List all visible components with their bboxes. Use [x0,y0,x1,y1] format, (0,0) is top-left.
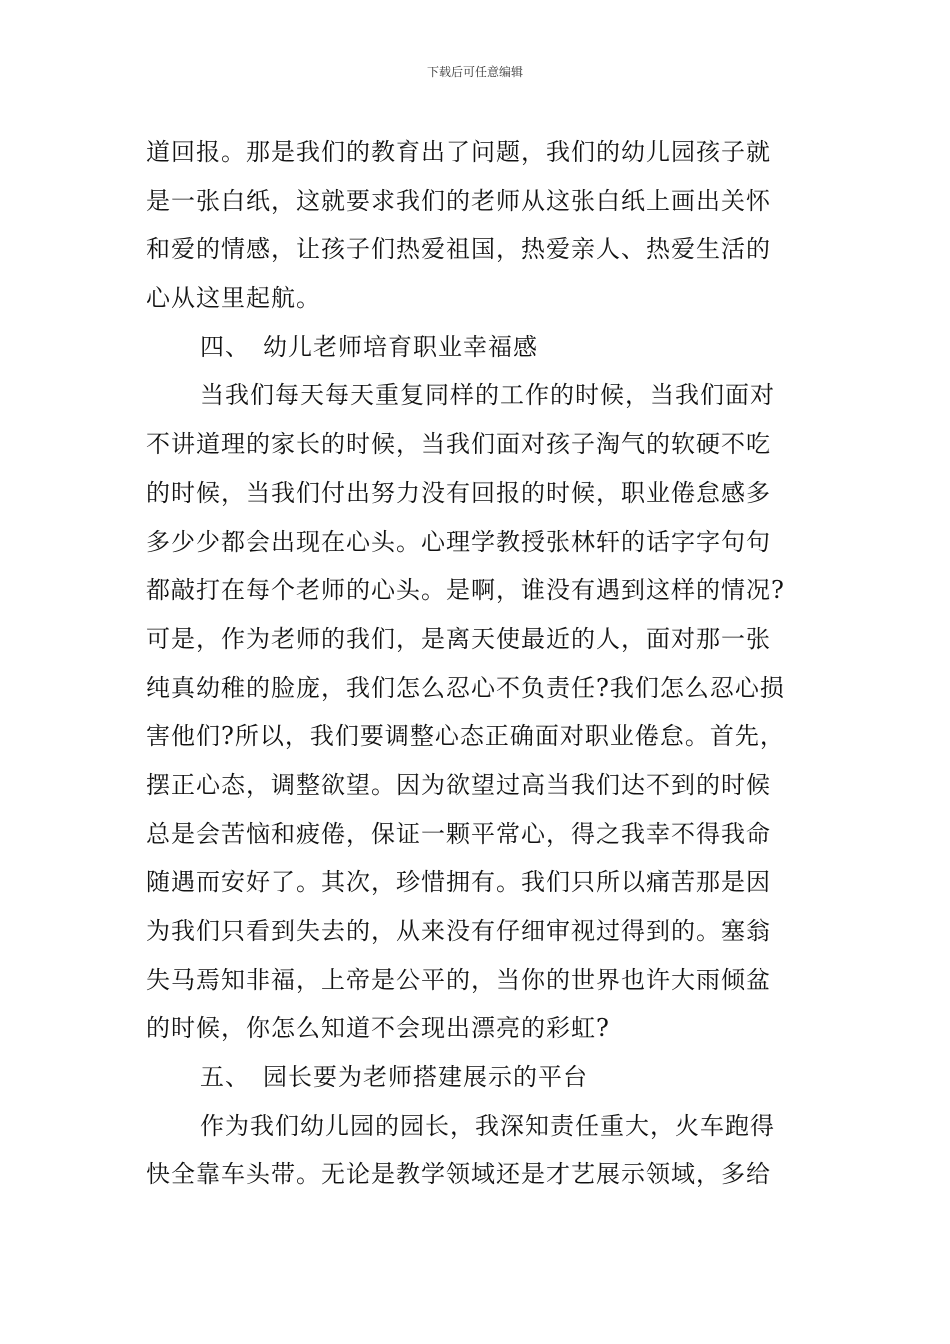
text-line: 不讲道理的家长的时候，当我们面对孩子淘气的软硬不吃 [146,430,771,459]
text-line: 道回报。那是我们的教育出了问题，我们的幼儿园孩子就 [146,138,771,166]
text-line: 可是，作为老师的我们，是离天使最近的人，面对那一张 [146,624,771,653]
text-line: 快全靠车头带。无论是教学领域还是才艺展示领域，多给 [146,1160,771,1189]
section-heading: 五、 园长要为老师搭建展示的平台 [200,1063,588,1092]
text-line: 的时候，当我们付出努力没有回报的时候，职业倦怠感多 [146,478,771,507]
text-line: 纯真幼稚的脸庞，我们怎么忍心不负责任?我们怎么忍心损 [146,673,785,702]
text-line: 多少少都会出现在心头。心理学教授张林轩的话字字句句 [146,527,771,556]
text-line: 为我们只看到失去的，从来没有仔细审视过得到的。塞翁 [146,917,771,945]
text-line: 是一张白纸，这就要求我们的老师从这张白纸上画出关怀 [146,186,771,215]
text-line: 都敲打在每个老师的心头。是啊，谁没有遇到这样的情况? [146,576,785,605]
text-line: 的时候，你怎么知道不会现出漂亮的彩虹? [146,1014,610,1043]
text-line: 害他们?所以，我们要调整心态正确面对职业倦怠。首先， [146,722,785,751]
text-line: 和爱的情感，让孩子们热爱祖国，热爱亲人、热爱生活的 [146,235,771,264]
text-line: 作为我们幼儿园的园长，我深知责任重大，火车跑得 [200,1111,775,1140]
text-line: 摆正心态，调整欲望。因为欲望过高当我们达不到的时候 [146,770,771,799]
text-line: 总是会苦恼和疲倦，保证一颗平常心，得之我幸不得我命 [146,819,771,848]
text-line: 失马焉知非福，上帝是公平的，当你的世界也许大雨倾盆 [146,965,771,994]
page-header: 下载后可任意编辑 [426,65,523,79]
document-body [146,128,816,1199]
text-line: 随遇而安好了。其次，珍惜拥有。我们只所以痛苦那是因 [146,868,771,897]
text-line: 当我们每天每天重复同样的工作的时候，当我们面对 [200,381,775,410]
section-heading: 四、 幼儿老师培育职业幸福感 [200,332,538,361]
text-line: 心从这里起航。 [146,284,321,313]
